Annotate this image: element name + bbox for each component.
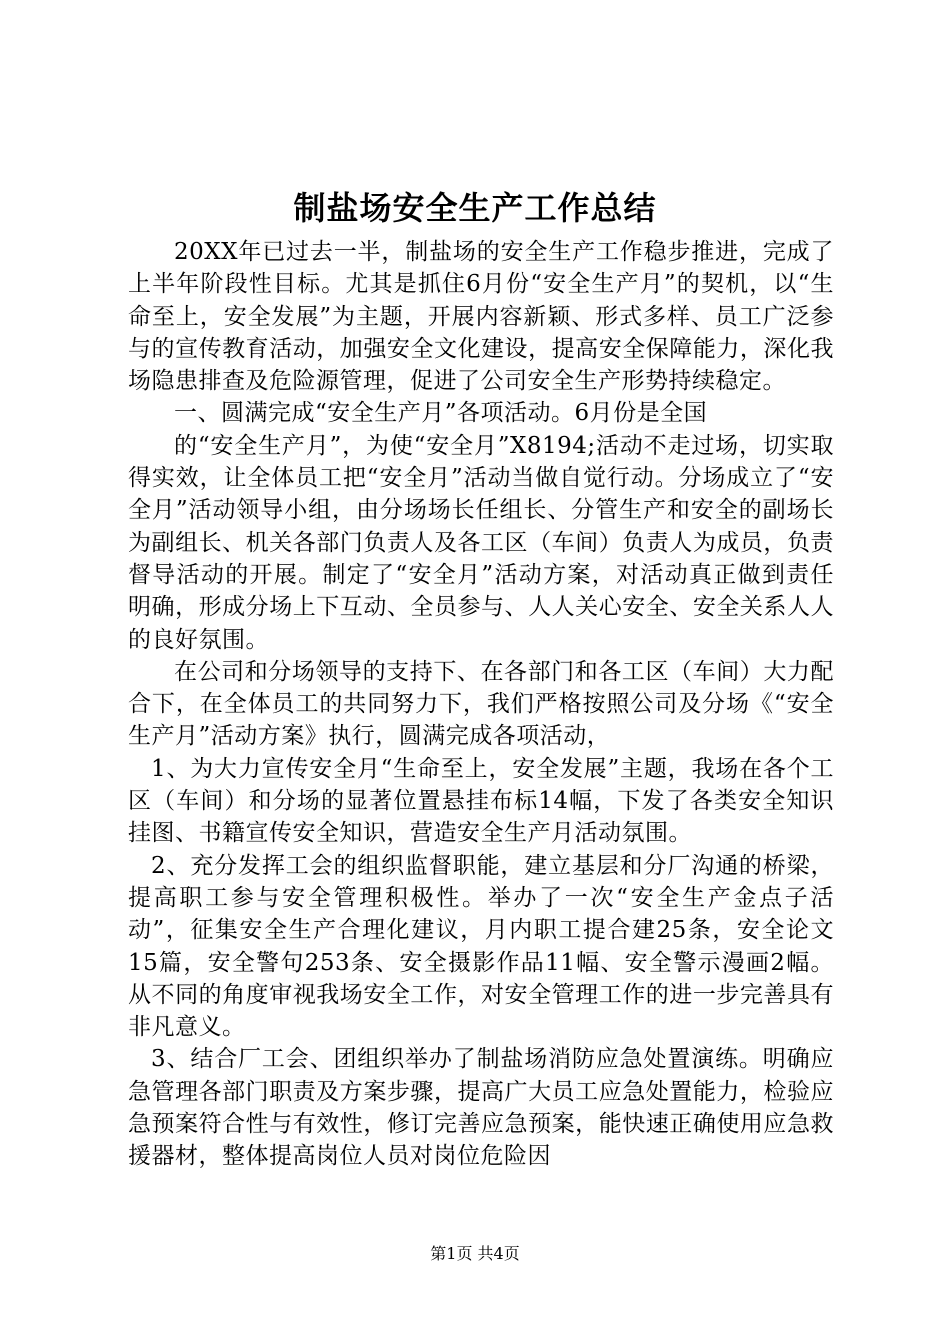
paragraph-safety-month: 的“安全生产月”，为使“安全月”X8194;活动不走过场，切实取得实效，让全体员工把“安全月”活动当做自觉行动。分场成立了“安全月”活动领导小组，由分场场长任组长、分管生产和安全的副场长为副组长、机关各部门负责人及各工区（车间）负责人为成员，负责督导活动的开展。制定了“安全月”活动方案，对活动真正做到责任明确，形成分场上下互动、全员参与、人人关心安全、安全关系人人的良好氛围。 bbox=[128, 432, 834, 653]
page-title: 制盐场安全生产工作总结 bbox=[293, 189, 657, 227]
paragraph-section-one-heading: 一、圆满完成“安全生产月”各项活动。6月份是全国 bbox=[174, 400, 708, 427]
paragraph-intro: 20XX年已过去一半，制盐场的安全生产工作稳步推进，完成了上半年阶段性目标。尤其是抓住6月份“安全生产月”的契机，以“生命至上，安全发展”为主题，开展内容新颖、形式多样、员工广泛参与的宣传教育活动，加强安全文化建设，提高安全保障能力，深化我场隐患排查及危险源管理，促进了公司安全生产形势持续稳定。 bbox=[128, 239, 834, 395]
paragraph-item-1: 1、为大力宣传安全月“生命至上，安全发展”主题，我场在各个工区（车间）和分场的显著位置悬挂布标14幅，下发了各类安全知识挂图、书籍宣传安全知识，营造安全生产月活动氛围。 bbox=[128, 755, 834, 847]
paragraph-item-3: 3、结合厂工会、团组织举办了制盐场消防应急处置演练。明确应急管理各部门职责及方案步骤，提高广大员工应急处置能力，检验应急预案符合性与有效性，修订完善应急预案，能快速正确使用应急救援器材，整体提高岗位人员对岗位危险因 bbox=[128, 1046, 834, 1170]
paragraph-support: 在公司和分场领导的支持下、在各部门和各工区（车间）大力配合下，在全体员工的共同努力下，我们严格按照公司及分场《“安全生产月”活动方案》执行，圆满完成各项活动， bbox=[128, 658, 834, 750]
page-number: 第1页 共4页 bbox=[430, 1244, 520, 1263]
document-body bbox=[128, 236, 834, 1173]
paragraph-item-2: 2、充分发挥工会的组织监督职能，建立基层和分厂沟通的桥梁，提高职工参与安全管理积极性。举办了一次“安全生产金点子活动”，征集安全生产合理化建议，月内职工提合建25条，安全论文15篇，安全警句253条、安全摄影作品11幅、安全警示漫画2幅。从不同的角度审视我场安全工作，对安全管理工作的进一步完善具有非凡意义。 bbox=[128, 852, 834, 1041]
